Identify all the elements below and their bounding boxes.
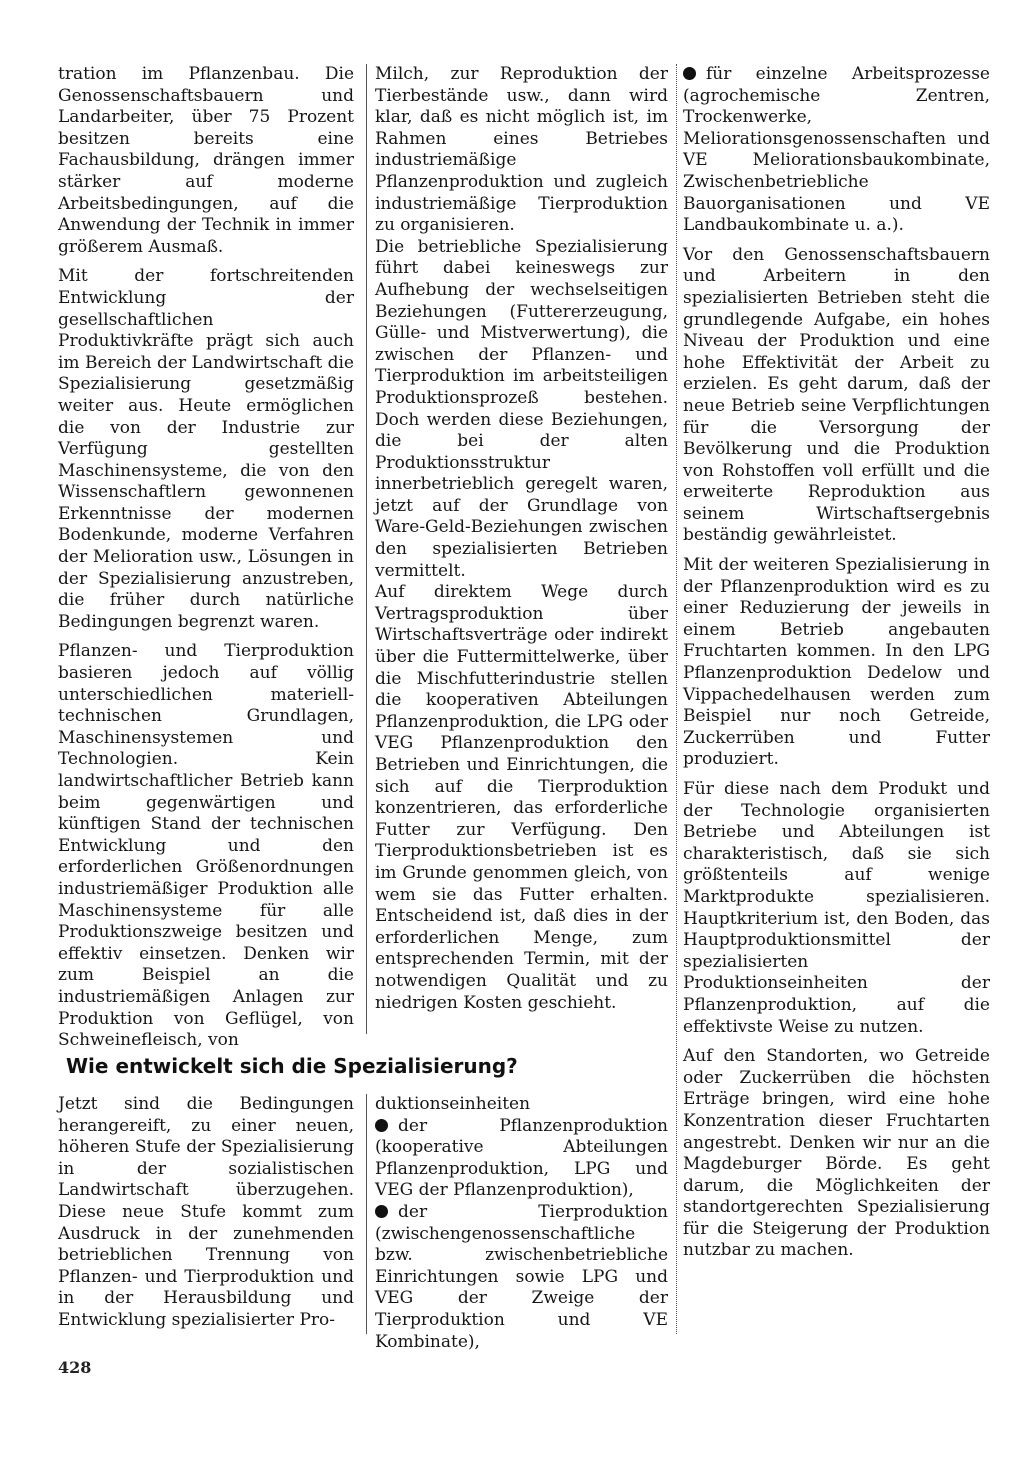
column-divider <box>366 64 367 1034</box>
column-1 <box>58 64 354 1052</box>
bullet-text: der Pflanzenproduktion (kooperative Abteilungen Pflanzenproduktion, LPG und VEG der Pflanzenproduktion), <box>375 1115 668 1201</box>
column-5 <box>375 1094 668 1353</box>
page-number: 428 <box>58 1358 92 1377</box>
paragraph: Auf direktem Wege durch Vertragsproduktion über Wirtschaftsverträge oder indirekt über die Futtermittelwerke, über die Mischfutterindustrie stellen die kooperativen Abteilungen Pflanzenproduktion, die LPG oder VEG Pflanzenproduktion den Betrieben und Einrichtungen, die sich auf die Tierproduktion konzentrieren, das erforderliche Futter zur Verfügung. Den Tierproduktionsbetrieben ist es im Grunde genommen gleich, von wem sie das Futter erhalten. Entscheidend ist, daß dies in der erforderlichen Menge, zum entsprechenden Termin, mit der notwendigen Qualität und zu niedrigen Kosten geschieht. <box>375 582 668 1013</box>
bullet-icon <box>375 1119 388 1132</box>
bullet-text: für einzelne Arbeitsprozesse (agrochemische Zentren, Trockenwerke, Meliorationsgenossenschaften und VE Meliorationsbaukombinate, Zwischenbetriebliche Bauorganisationen und VE Landbaukombinate u. a.). <box>683 64 990 236</box>
paragraph: Für diese nach dem Produkt und der Technologie organisierten Betriebe und Abteilungen ist charakteristisch, daß sie sich größtenteils auf wenige Marktprodukte spezialisieren. Hauptkriterium ist, den Boden, das Hauptproduktionsmittel der spezialisierten Produktionseinheiten der Pflanzenproduktion, auf die effektivste Weise zu nutzen. <box>683 779 990 1037</box>
bullet-list-item <box>375 1202 668 1353</box>
bullet-icon <box>683 67 696 80</box>
paragraph: Vor den Genossenschaftsbauern und Arbeitern in den spezialisierten Betrieben steht die grundlegende Aufgabe, ein hohes Niveau der Produktion und eine hohe Effektivität der Arbeit zu erzielen. Es geht darum, daß der neue Betrieb seine Verpflichtungen für die Versorgung der Bevölkerung und die Produktion von Rohstoffen voll erfüllt und die erweiterte Reproduktion aus seinem Wirtschaftsergebnis beständig gewährleistet. <box>683 244 990 546</box>
paragraph: tration im Pflanzenbau. Die Genossenschaftsbauern und Landarbeiter, über 75 Prozent besitzen bereits eine Fachausbildung, drängen immer stärker auf moderne Arbeitsbedingungen, auf die Anwendung der Technik in immer größerem Ausmaß. <box>58 64 354 257</box>
paragraph: Mit der fortschreitenden Entwicklung der gesellschaftlichen Produktivkräfte prägt sich auch im Bereich der Landwirtschaft die Spezialisierung gesetzmäßig weiter aus. Heute ermöglichen die von der Industrie zur Verfügung gestellten Maschinensysteme, die von den Wissenschaftlern gewonnenen Erkenntnisse der modernen Bodenkunde, moderne Verfahren der Melioration usw., Lösungen in der Spezialisierung anzustreben, die früher durch natürliche Bedingungen begrenzt waren. <box>58 266 354 632</box>
paragraph: Auf den Standorten, wo Getreide oder Zuckerrüben die höchsten Erträge bringen, wird eine hohe Konzentration dieser Fruchtarten angestrebt. Denken wir nur an die Magdeburger Börde. Es geht darum, die Möglichkeiten der standortgerechten Spezialisierung für die Steigerung der Produktion nutzbar zu machen. <box>683 1046 990 1261</box>
column-2 <box>375 64 668 1014</box>
paragraph: Mit der weiteren Spezialisierung in der Pflanzenproduktion wird es zu einer Reduzierung der jeweils in einem Betrieb angebauten Fruchtarten kommen. In den LPG Pflanzenproduktion Dedelow und Vippachedelhausen werden zum Beispiel nur noch Getreide, Zuckerrüben und Futter produziert. <box>683 555 990 770</box>
bullet-list-item <box>375 1116 668 1202</box>
paragraph: Milch, zur Reproduktion der Tierbestände usw., dann wird klar, daß es nicht möglich ist, im Rahmen eines Betriebes industriemäßige Pflanzenproduktion und zugleich industriemäßige Tierproduktion zu organisieren. <box>375 64 668 236</box>
column-3 <box>683 64 990 1262</box>
paragraph: Die betriebliche Spezialisierung führt dabei keineswegs zur Aufhebung der wechselseitigen Beziehungen (Futtererzeugung, Gülle- und Mistverwertung), die zwischen der Pflanzen- und Tierproduktion im arbeitsteiligen Produktionsprozeß bestehen. Doch werden diese Beziehungen, die bei der alten Produktionsstruktur innerbetrieblich geregelt waren, jetzt auf der Grundlage von Ware-Geld-Beziehungen zwischen den spezialisierten Betrieben vermittelt. <box>375 236 668 581</box>
bullet-text: der Tierproduktion (zwischengenossenschaftliche bzw. zwischenbetriebliche Einrichtungen sowie LPG und VEG der Zweige der Tierproduktion und VE Kombinate), <box>375 1201 668 1352</box>
paragraph: duktionseinheiten <box>375 1094 531 1114</box>
paragraph: Pflanzen- und Tierproduktion basieren jedoch auf völlig unterschiedlichen materiell-technischen Grundlagen, Maschinensystemen und Technologien. Kein landwirtschaftlicher Betrieb kann beim gegenwärtigen und künftigen Stand der technischen Entwicklung und den erforderlichen Größenordnungen industriemäßiger Produktion alle Maschinensysteme für alle Produktionszweige besitzen und effektiv einsetzen. Denken wir zum Beispiel an die industriemäßigen Anlagen zur Produktion von Geflügel, von Schweinefleisch, von <box>58 641 354 1051</box>
column-divider <box>366 1094 367 1334</box>
column-4 <box>58 1094 354 1332</box>
bullet-icon <box>375 1205 388 1218</box>
bullet-list-item <box>683 64 990 237</box>
paragraph: Jetzt sind die Bedingungen herangereift, zu einer neuen, höheren Stufe der Spezialisierung in der sozialistischen Landwirtschaft überzugehen. Diese neue Stufe kommt zum Ausdruck in der zunehmenden betrieblichen Trennung von Pflanzen- und Tierproduktion und in der Herausbildung und Entwicklung spezialisierter Pro- <box>58 1094 354 1330</box>
section-heading: Wie entwickelt sich die Spezialisierung? <box>66 1054 518 1078</box>
column-divider <box>676 64 677 1334</box>
